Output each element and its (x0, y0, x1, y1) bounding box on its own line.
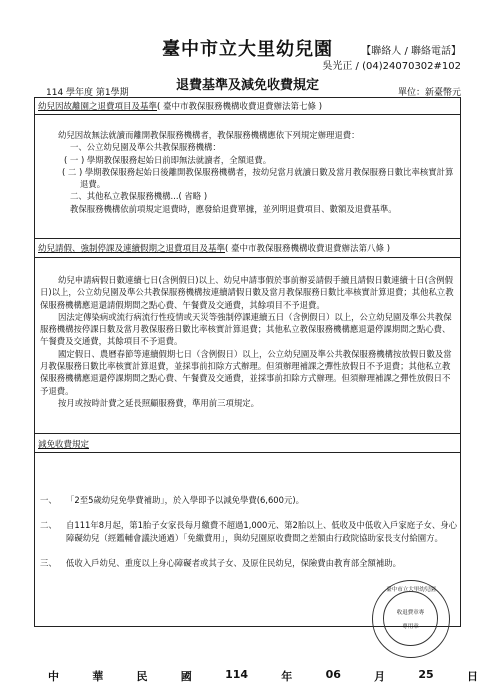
divider (34, 452, 461, 453)
section1-heading (38, 100, 322, 112)
section2-p1: 幼兒申請病假日數連續七日(含例假日)以上、幼兒申請事假於事前辦妥請假手續且請假日數連續十日(含例假日)以上，公立幼兒園及準公共教保服務機構按連續請假日數及當月教保服務日數比率核實計算退費；其他私立教保服務機構應退還請假期間之點心費、午餐費及交通費，其餘項目不予退費。 (40, 275, 454, 310)
section2-title: 幼兒請假、強制停課及連續假期之退費項目及基準 (38, 244, 226, 254)
contact-value: 吳光正 / (04)24070302#102 (322, 61, 461, 72)
section2-p3: 國定假日、農曆春節等連續假期七日（含例假日）以上，公立幼兒園及準公共教保服務機構按放假日數及當月教保服務日數比率核實計算退費，並採事前扣除方式辦理。但須辦理補課之彈性放假日不予退費；其他私立教保服務機構應退還停課期間之點心費、午餐費及交通費，並採事前扣除方式辦理。但須辦理補課之彈性放假日不予退費。 (40, 348, 452, 396)
section1-item1b: ( 二 ) 學期教保服務起始日後離開教保服務機構者，按幼兒當月就讀日數及當月教保服務日數比率核實計算退費。 (62, 166, 454, 190)
date-char: 民 (136, 670, 148, 683)
section1-title: 幼兒因故離園之退費項目及基準 (38, 102, 158, 112)
date-char: 華 (92, 670, 104, 683)
section2-p2: 因法定傳染病或流行病流行性疫情或天災等強制停課連續五日（含例假日）以上，公立幼兒園及準公共教保服務機構按停課日數及當月教保服務日數比率核實計算退費；其他私立教保服務機構應退還停課期間之點心費、午餐費及交通費，其餘項目不予退費。 (40, 311, 452, 347)
section3-title: 減免收費規定 (38, 440, 90, 450)
list-item-text: 自111年8月起，第1胎子女家長每月繳費不超過1,000元、第2胎以上、低收及中低收入戶家庭子女、身心障礙幼兒（經鑑輔會議決通過）「免繳費用」，與幼兒園原收費間之差額由行政院協助家長支付給園方。 (66, 520, 457, 543)
seal-bottom-text: 專用章 (402, 624, 419, 630)
list-item-number: 一、 (40, 495, 57, 505)
list-item (40, 557, 458, 570)
divider (34, 257, 461, 258)
list-item-text: 「2至5歲幼兒免學費補助」，於入學即予以減免學費(6,600元)。 (66, 495, 304, 505)
section2-source: ( 臺中市教保服務機構收費退費辦法第八條 ) (225, 244, 391, 254)
divider (34, 238, 461, 239)
date-day: 25 (418, 668, 434, 681)
section1-item2: 二、其他私立教保服務機構...( 省略 ) (70, 191, 208, 202)
divider (34, 433, 461, 434)
currency-unit: 單位：新臺幣元 (397, 88, 461, 98)
date-char: 中 (48, 670, 59, 683)
seal-top-text: 臺中市立大里幼兒園 (386, 587, 436, 593)
contact-label: 【聯絡人 / 聯絡電話】 (361, 46, 461, 57)
section3-list (40, 494, 458, 582)
section2-heading (38, 242, 390, 254)
section2-p4: 按月或按時計費之延長照顧服務費，準用前三項規定。 (58, 397, 259, 408)
section3-heading (38, 438, 89, 450)
section1-source: ( 臺中市教保服務機構收費退費辦法第七條 ) (157, 102, 323, 112)
document-subtitle: 退費基準及減免收費規定 (175, 78, 319, 93)
official-seal (372, 580, 450, 658)
page-title: 臺中市立大里幼兒園 (162, 39, 333, 60)
date-char: 國 (180, 670, 192, 683)
date-char: 日 (466, 670, 478, 683)
list-item (40, 519, 458, 545)
date-year: 114 (225, 668, 249, 681)
list-item-text: 低收入戶幼兒、重度以上身心障礙者或其子女、及原住民幼兒，保險費由教育部全額補助。 (66, 558, 401, 568)
seal-middle-text: 收退費章專 (396, 610, 425, 616)
section1-item1: 一、公立幼兒園及準公共教保服務機構： (70, 142, 221, 153)
divider (34, 114, 461, 115)
seal-inner-ring (383, 591, 438, 646)
issue-date (48, 668, 478, 684)
list-item (40, 494, 458, 507)
list-item-number: 三、 (40, 558, 57, 568)
list-item-number: 二、 (40, 520, 57, 530)
section1-item1a: ( 一 ) 學期教保服務起始日前即無法就讀者，全額退費。 (64, 154, 272, 165)
date-char: 年 (281, 670, 293, 683)
section2-body (40, 274, 456, 409)
date-char: 月 (374, 670, 386, 683)
term-label: 114 學年度 第1學期 (46, 88, 129, 98)
section1-body (40, 129, 456, 215)
section1-intro: 幼兒因故無法就讀而離開教保服務機構者，教保服務機構應依下列規定辦理退費： (58, 130, 360, 140)
section1-item2-text: 教保服務機構依前項規定退費時，應發給退費單據，並列明退費項目、數額及退費基準。 (70, 203, 397, 214)
date-month: 06 (325, 668, 341, 681)
